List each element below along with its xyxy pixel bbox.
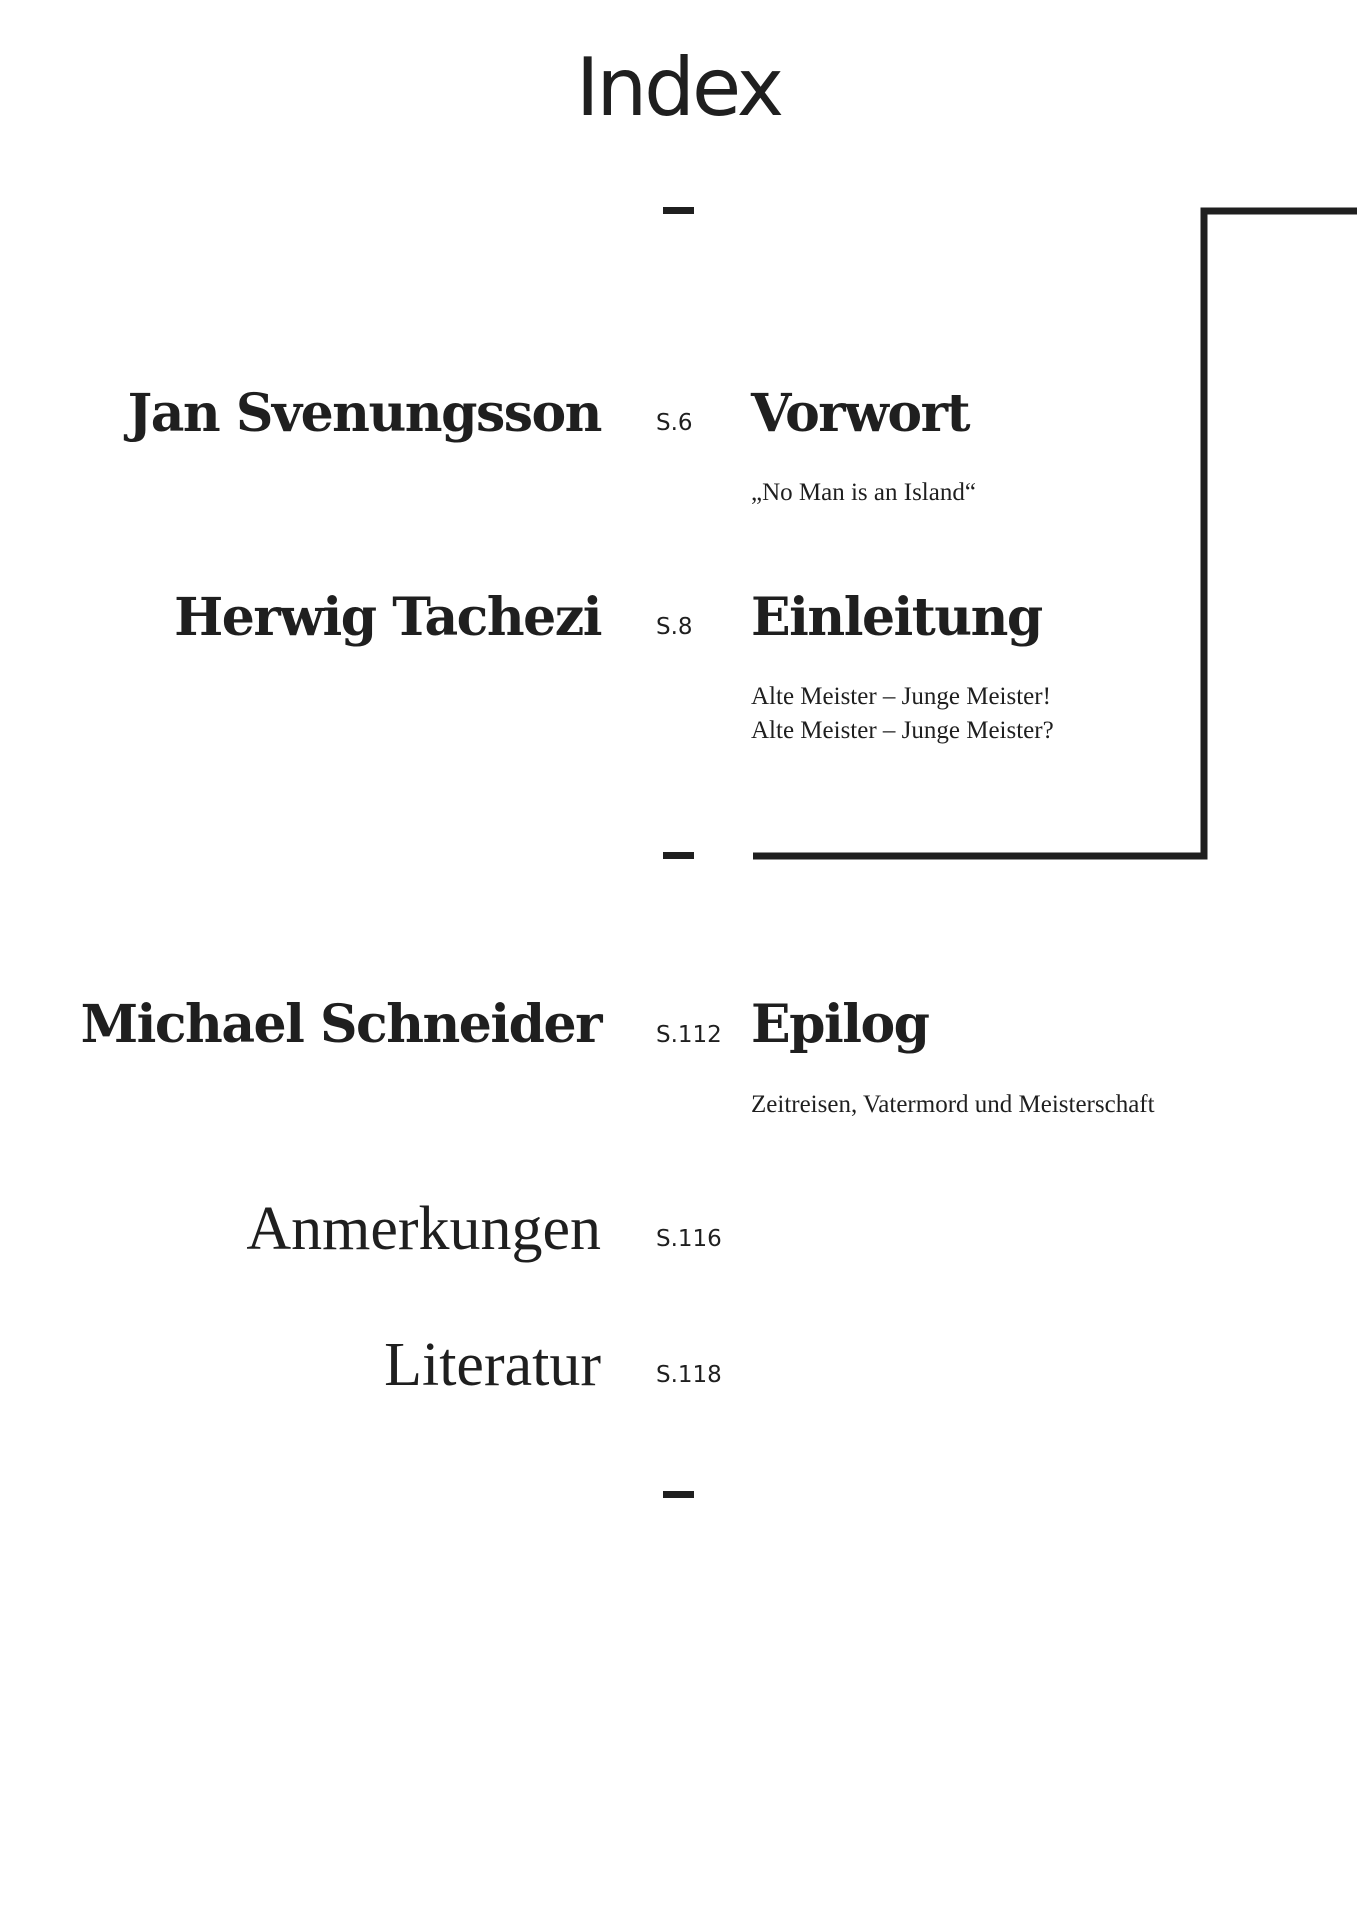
entry-author: Michael Schneider bbox=[80, 994, 601, 1055]
entry-page-number: S.112 bbox=[656, 1022, 722, 1048]
entry-section-title: Epilog bbox=[751, 994, 929, 1055]
entry-section-title: Einleitung bbox=[751, 587, 1042, 648]
appendix-page-number: S.118 bbox=[656, 1362, 722, 1388]
section-divider bbox=[663, 852, 694, 859]
entry-page-number: S.8 bbox=[656, 614, 693, 640]
appendix-page-number: S.116 bbox=[656, 1226, 722, 1252]
entry-subtitle: Zeitreisen, Vatermord und Meisterschaft bbox=[751, 1091, 1155, 1118]
entry-section-title: Vorwort bbox=[751, 383, 970, 444]
page-title: Index bbox=[575, 41, 782, 134]
entry-subtitle: Alte Meister – Junge Meister? bbox=[751, 717, 1054, 744]
entry-page-number: S.6 bbox=[656, 410, 693, 436]
appendix-label: Anmerkungen bbox=[246, 1195, 601, 1263]
entry-author: Herwig Tachezi bbox=[174, 587, 601, 648]
entry-author: Jan Svenungsson bbox=[127, 383, 601, 444]
entry-subtitle: „No Man is an Island“ bbox=[751, 479, 976, 506]
section-divider bbox=[663, 1491, 694, 1498]
frame-bracket bbox=[753, 206, 1357, 862]
entry-subtitle: Alte Meister – Junge Meister! bbox=[751, 683, 1051, 710]
section-divider bbox=[663, 207, 694, 214]
appendix-label: Literatur bbox=[384, 1331, 601, 1399]
